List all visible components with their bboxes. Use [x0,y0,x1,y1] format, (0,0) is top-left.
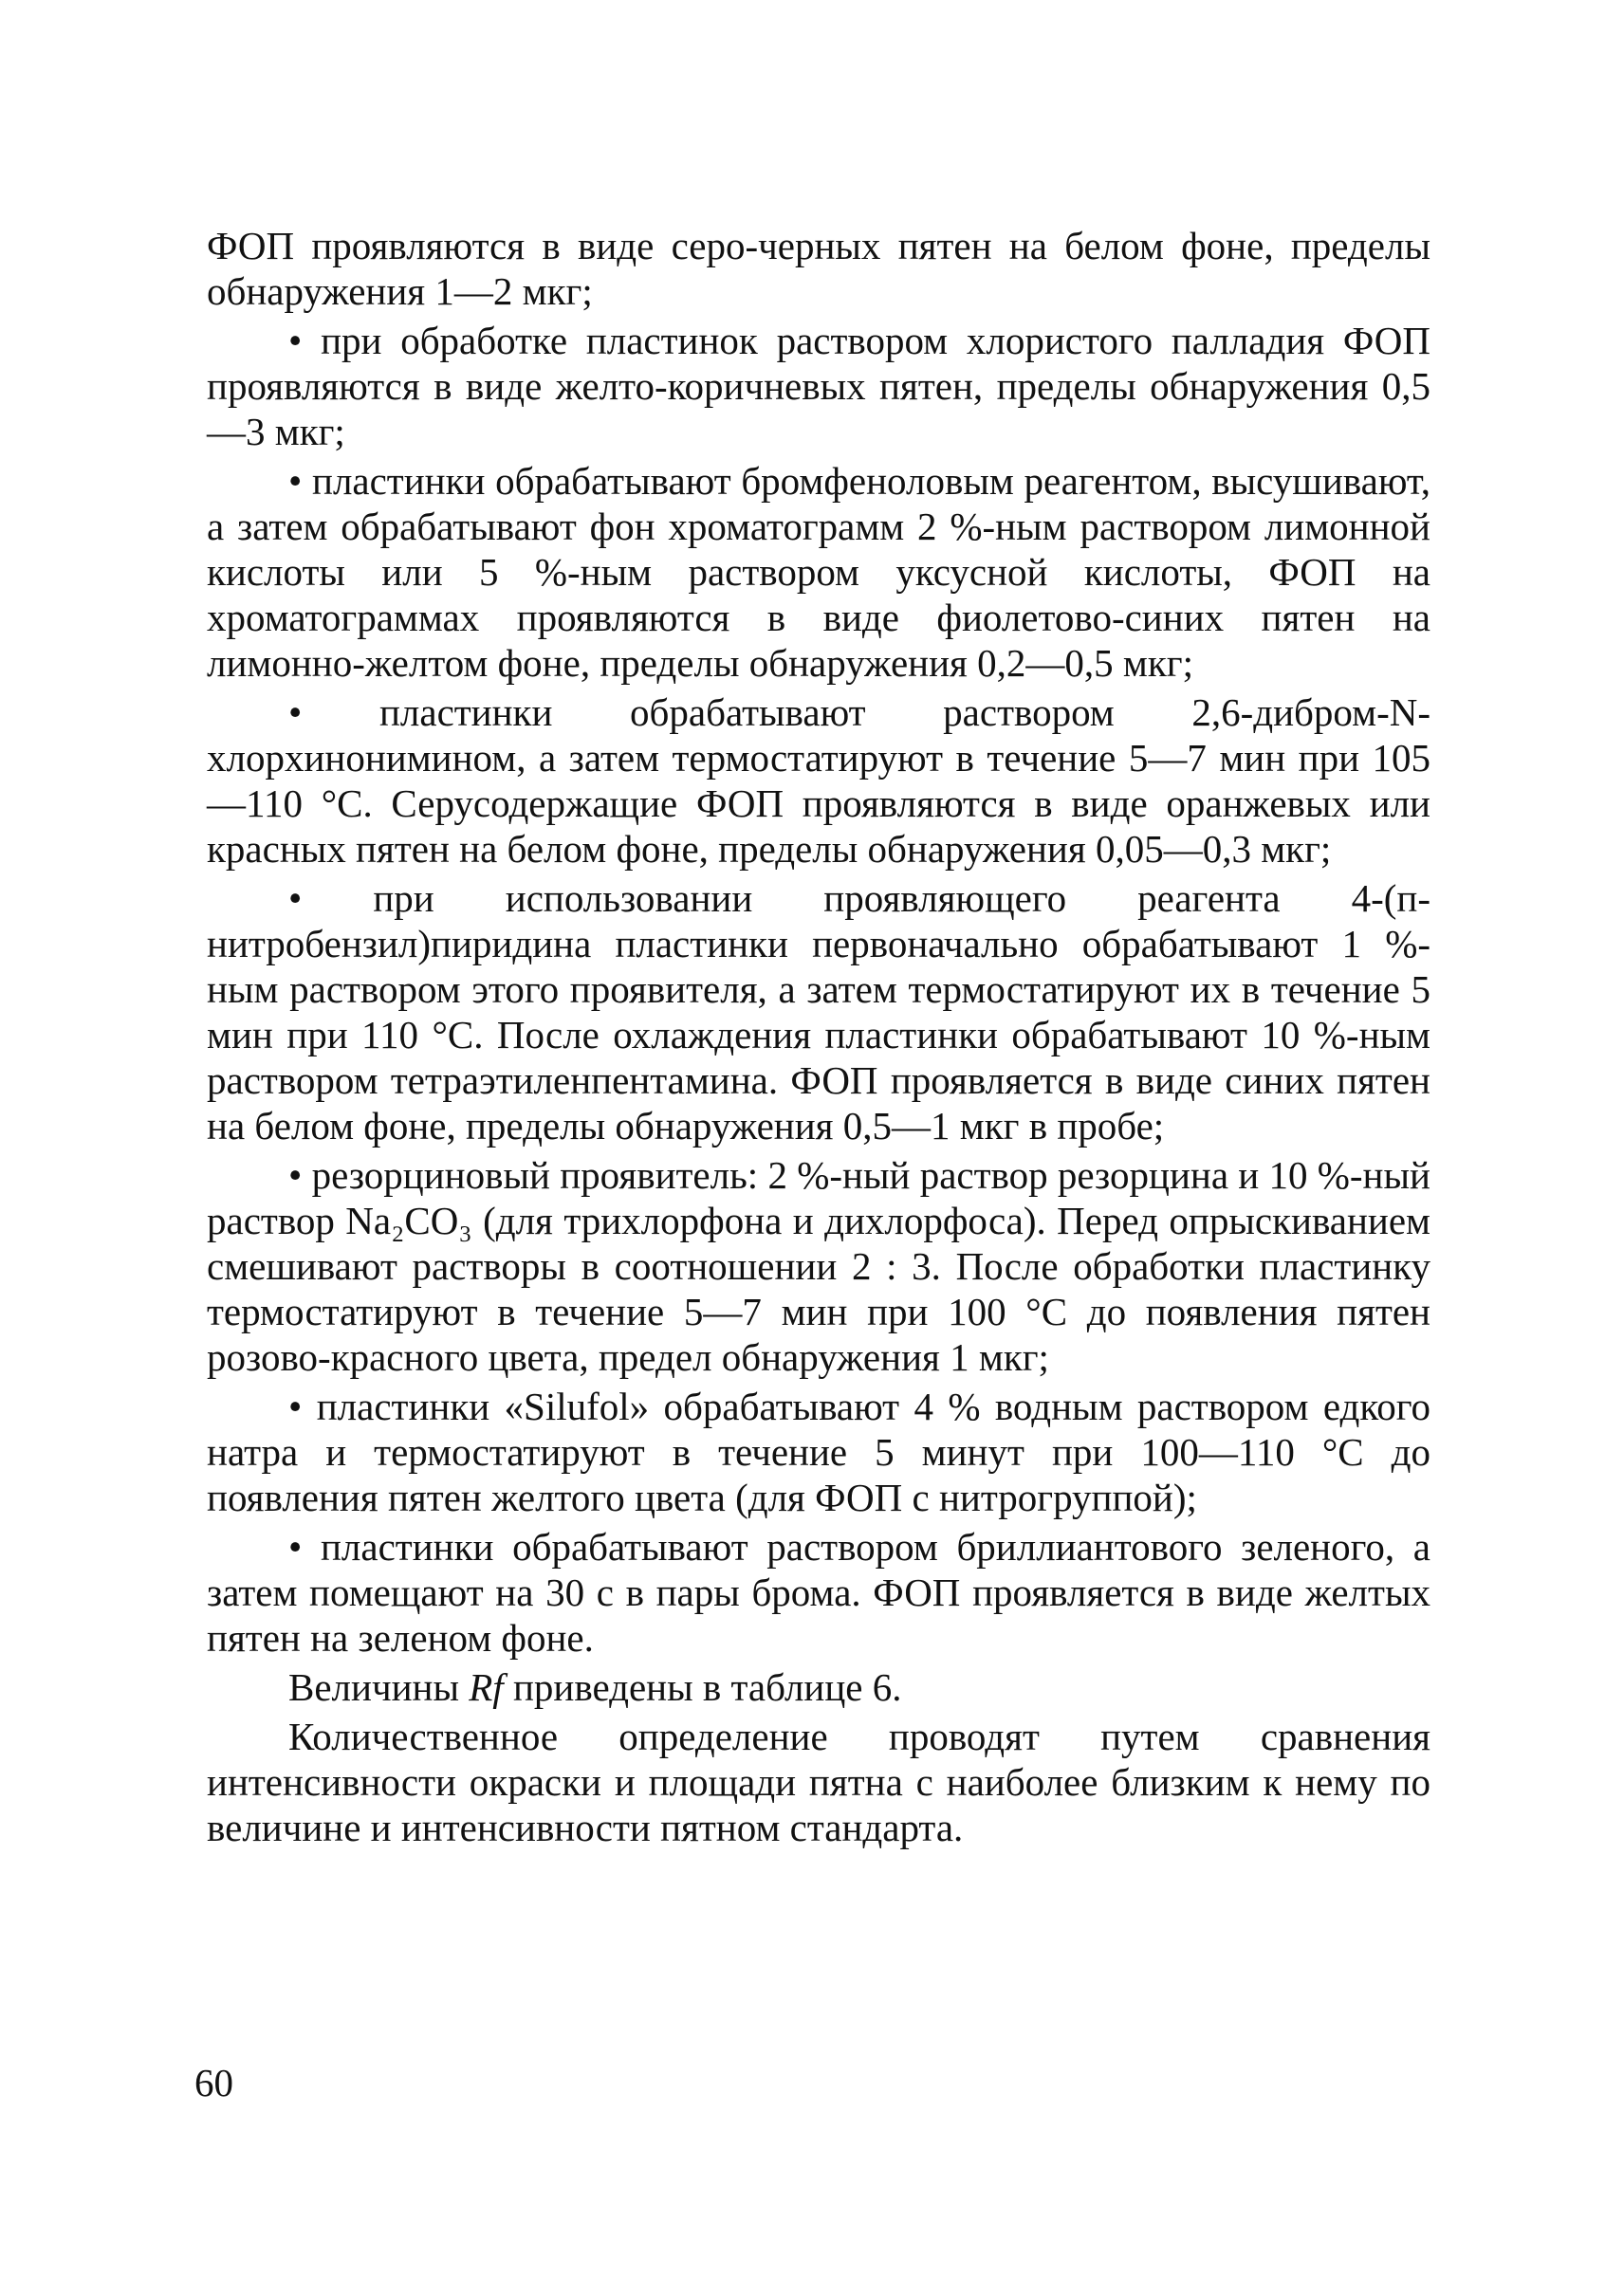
bullet-item-bromophenol: • пластинки обрабатывают бромфеноловым реагентом, высушивают, а затем обрабатывают фон хроматограмм 2 %-ным раствором лимонной кислоты или 5 %-ным раствором уксусной кислоты, ФОП на хроматограммах проявляются в виде фиолетово-синих пятен на лимонно-желтом фоне, пределы обнаружения 0,2—0,5 мкг; [207,459,1430,685]
bullet-item-resorcinol: • резорциновый проявитель: 2 %-ный раствор резорцина и 10 %-ный раствор Na₂CO₃ (для трихлорфона и дихлорфоса). Перед опрыскиванием смешивают растворы в соотношении 2 : 3. После обработки пластинку термостатируют в течение 5—7 мин при 100 °С до появления пятен розово-красного цвета, предел обнаружения 1 мкг; [207,1153,1430,1379]
page-number: 60 [194,2061,233,2104]
rf-suffix: приведены в таблице 6. [503,1665,902,1709]
rf-symbol: Rf [469,1665,504,1709]
quantitative-paragraph: Количественное определение проводят путем сравнения интенсивности окраски и площади пятна с наиболее близким к нему по величине и интенсивности пятном стандарта. [207,1715,1430,1849]
paragraph-continuation: ФОП проявляются в виде серо-черных пятен на белом фоне, пределы обнаружения 1—2 мкг; [207,224,1430,313]
bullet-item-dibromo-chloroquinone: • пластинки обрабатывают раствором 2,6-дибром-N-хлорхинонимином, а затем термостатируют в течение 5—7 мин при 105—110 °С. Серусодержащие ФОП проявляются в виде оранжевых или красных пятен на белом фоне, пределы обнаружения 0,05—0,3 мкг; [207,690,1430,871]
document-body [207,223,1430,1854]
bullet-item-brilliant-green: • пластинки обрабатывают раствором бриллиантового зеленого, а затем помещают на 30 с в пары брома. ФОП проявляется в виде желтых пятен на зеленом фоне. [207,1525,1430,1660]
bullet-item-silufol: • пластинки «Silufol» обрабатывают 4 % водным раствором едкого натра и термостатируют в течение 5 минут при 100—110 °С до появления пятен желтого цвета (для ФОП с нитрогруппой); [207,1385,1430,1519]
bullet-item-nitrobenzylpyridine: • при использовании проявляющего реагента 4-(п-нитробензил)пиридина пластинки первоначально обрабатывают 1 %-ным раствором этого проявителя, а затем термостатируют их в течение 5 мин при 110 °С. После охлаждения пластинки обрабатывают 10 %-ным раствором тетраэтиленпентамина. ФОП проявляется в виде синих пятен на белом фоне, пределы обнаружения 0,5—1 мкг в пробе; [207,876,1430,1148]
rf-prefix: Величины [288,1665,470,1709]
bullet-item-palladium-chloride: • при обработке пластинок раствором хлористого палладия ФОП проявляются в виде желто-коричневых пятен, пределы обнаружения 0,5—3 мкг; [207,319,1430,453]
rf-values-paragraph [207,1664,1430,1710]
